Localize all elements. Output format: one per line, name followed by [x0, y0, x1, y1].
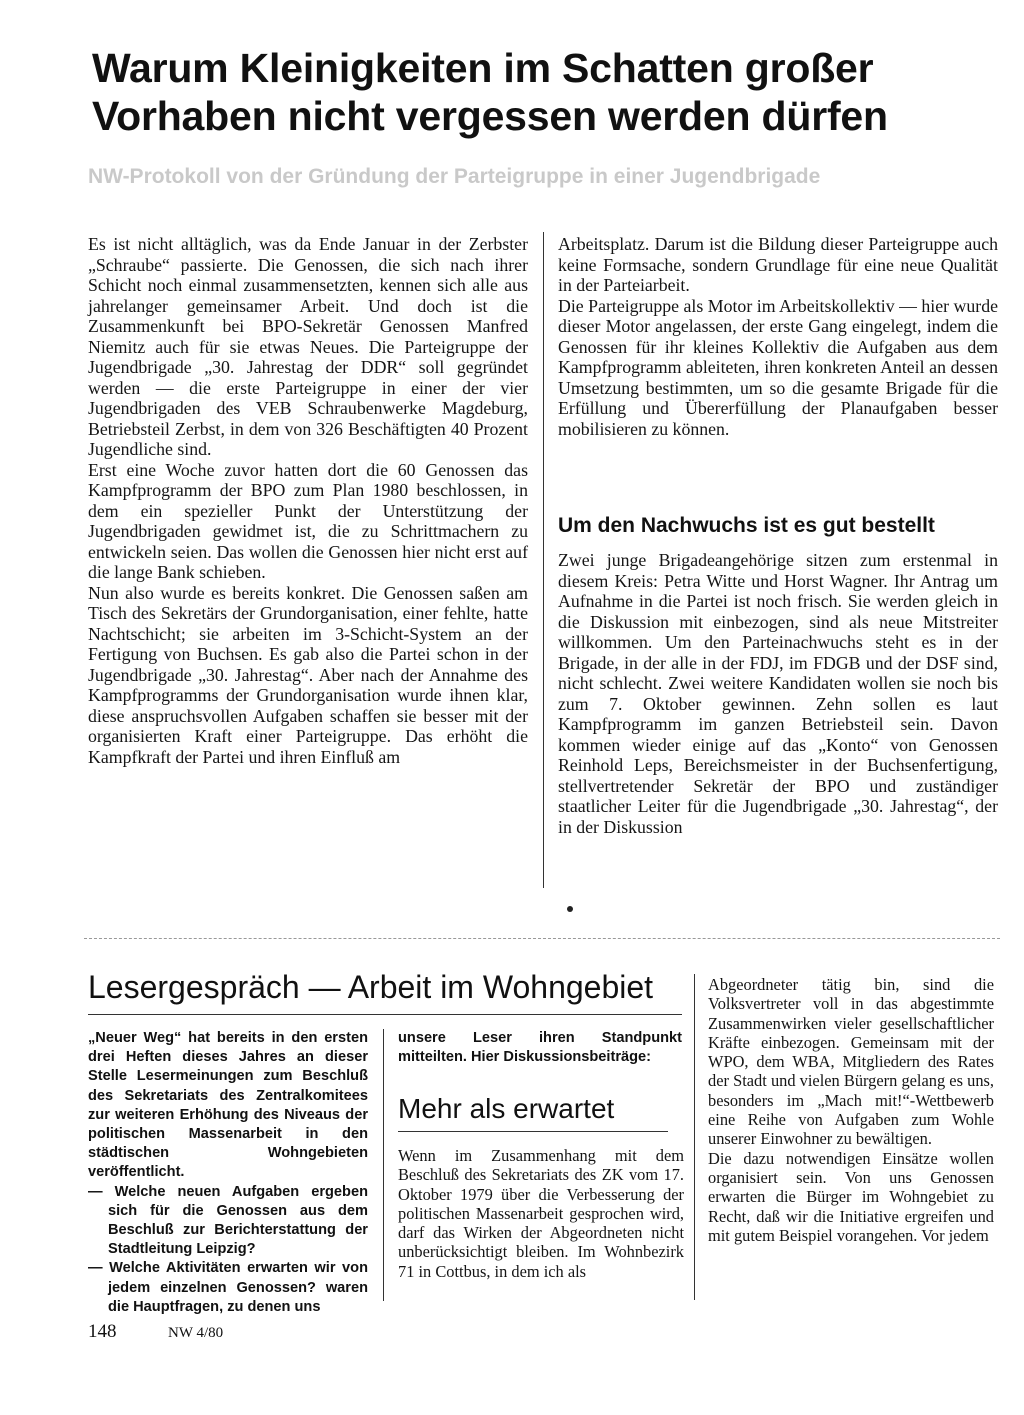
contribution-column-2	[708, 975, 994, 1245]
paragraph: Erst eine Woche zuvor hatten dort die 60 Genossen das Kampfprogramm der BPO zum Plan 1980 beschlossen, in dem ein spezieller Punkt der Unterstützung der Jugendbrigaden gewidmet ist, die zu Schrittmachern zu entwickeln seien. Das wollen die Genossen hier nicht erst auf die lange Bank schieben.	[88, 459, 528, 582]
paragraph: Die Parteigruppe als Motor im Arbeitskollektiv — hier wurde dieser Motor angelassen, der erste Gang eingelegt, indem die Genossen für ihr kleines Kollektiv die Aufgaben aus dem Kampfprogramm ableiteten, ihren konkreten Anteil an dessen Umsetzung bestimmten, um so die gesamte Brigade für die Erfüllung und Übererfüllung der Planaufgaben besser mobilisieren zu können.	[558, 295, 998, 439]
article-subhead: Um den Nachwuchs ist es gut bestellt	[558, 514, 935, 537]
issue-label: NW 4/80	[168, 1325, 224, 1341]
intro-paragraph: „Neuer Weg“ hat bereits in den ersten drei Heften dieses Jahres an dieser Stelle Lesermeinungen zum Beschluß des Sekretariats des Zentralkomitees zur weiteren Erhöhung des Niveaus der politischen Massenarbeit in den städtischen Wohngebieten veröffentlicht.	[88, 1030, 368, 1181]
article-title-line-1: Warum Kleinigkeiten im Schatten großer	[92, 45, 874, 91]
intro-question-2: — Welche Aktivitäten erwarten wir von jedem einzelnen Genossen? waren die Hauptfragen, zu denen uns	[88, 1260, 368, 1315]
paragraph: Abgeordneter tätig bin, sind die Volksvertreter voll in das abgestimmte Zusammenwirken vieler gesellschaftlicher Kräfte einbezogen. Gemeinsam mit der WPO, dem WBA, Mitgliedern des Rates der Stadt und vielen Bürgern gelang es uns, besonders im „Mach mit!“-Wettbewerb eine Reihe von Aufgaben zum Wohle unserer Einwohner zu bewältigen.	[708, 975, 994, 1149]
article-title	[92, 44, 992, 140]
lower-intro	[88, 1029, 368, 1317]
column-divider	[543, 232, 544, 888]
article-column-1	[88, 234, 528, 767]
column-divider	[694, 974, 695, 1300]
contribution-column-1	[398, 1146, 684, 1281]
paragraph: Arbeitsplatz. Darum ist die Bildung dieser Parteigruppe auch keine Formsache, sondern Grundlage für eine neue Qualität in der Parteiarbeit.	[558, 234, 998, 295]
paragraph: Wenn im Zusammenhang mit dem Beschluß des Sekretariats des ZK vom 17. Oktober 1979 über die Verbesserung der politischen Massenarbeit gesprochen wird, darf das Wirken der Abgeordneten nicht unberücksichtigt bleiben. Im Wohnbezirk 71 in Cottbus, in dem ich als	[398, 1146, 684, 1281]
paragraph: Zwei junge Brigadeangehörige sitzen zum erstenmal in diesem Kreis: Petra Witte und Horst Wagner. Ihr Antrag um Aufnahme in die Partei ist noch frisch. Sie werden gleich in die Diskussion mit einbezogen, sind als neue Mitstreiter willkommen. Um den Parteinachwuchs steht es in der Brigade, in der alle in der FDJ, im FDGB und der DSF sind, nicht schlecht. Zwei weitere Kandidaten wollen sie noch bis zum 7. Oktober gewinnen. Zehn sollen es laut Kampfprogramm im ganzen Betriebsteil sein. Davon kommen wieder einige auf das „Konto“ von Genossen Reinhold Leps, Bereichsmeister in der Buchsenfertigung, stellvertretender Sekretär der BPO und zuständiger staatlicher Leiter für die Jugendbrigade „30. Jahrestag“, der in der Diskussion	[558, 550, 998, 837]
section-divider	[84, 938, 1000, 939]
column-divider	[383, 1029, 384, 1301]
page-number: 148	[88, 1321, 117, 1342]
continuation-dot	[567, 906, 573, 912]
paragraph: Nun also wurde es bereits konkret. Die Genossen saßen am Tisch des Sekretärs der Grundorganisation, einer fehlte, hatte Nachtschicht; sie arbeiten im 3-Schicht-System an der Fertigung von Buchsen. Es gab also die Partei schon in der Jugendbrigade „30. Jahrestag“. Aber nach der Annahme des Kampfprogramms der Grundorganisation wurde ihnen klar, diese anspruchsvollen Aufgaben schaffen sie besser mit der organisierten Kraft einer Parteigruppe. Das erhöht die Kampfkraft der Partei und ihren Einfluß am	[88, 582, 528, 767]
lower-section-heading: Lesergespräch — Arbeit im Wohngebiet	[88, 969, 654, 1005]
article-subtitle: NW-Protokoll von der Gründung der Parteigruppe in einer Jugendbrigade	[88, 165, 821, 188]
paragraph: Die dazu notwendigen Einsätze wollen organisiert sein. Von uns Genossen erwarten die Bürger im Wohngebiet zu Recht, daß wir die Initiative ergreifen und mit gutem Beispiel vorangehen. Vor jedem	[708, 1148, 994, 1245]
paragraph: Es ist nicht alltäglich, was da Ende Januar in der Zerbster „Schraube“ passierte. Die Genossen, die sich nach ihrer Schicht noch einmal zusammensetzten, kennen sich alle aus jahrelanger gemeinsamer Arbeit. Und doch ist die Zusammenkunft bei BPO-Sekretär Genossen Manfred Niemitz auch für sie etwas Neues. Die Parteigruppe der Jugendbrigade „30. Jahrestag der DDR“ soll gegründet werden — die erste Parteigruppe in einer der vier Jugendbrigaden des VEB Schraubenwerke Magdeburg, Betriebsteil Zerbst, in dem von 326 Beschäftigten 40 Prozent Jugendliche sind.	[88, 234, 528, 459]
intro-question-1: — Welche neuen Aufgaben ergeben sich für die Genossen aus dem Beschluß zur Berichterstattung der Stadtleitung Leipzig?	[88, 1183, 368, 1258]
article-column-2-continued	[558, 550, 998, 837]
lower-intro-continued	[398, 1029, 682, 1067]
intro-paragraph: unsere Leser ihren Standpunkt mitteilten. Hier Diskussionsbeiträge:	[398, 1030, 682, 1066]
contribution-heading: Mehr als erwartet	[398, 1093, 615, 1124]
article-column-2	[558, 234, 998, 439]
heading-rule	[398, 1131, 668, 1132]
heading-rule	[88, 1014, 682, 1015]
article-title-line-2: Vorhaben nicht vergessen werden dürfen	[92, 93, 888, 139]
